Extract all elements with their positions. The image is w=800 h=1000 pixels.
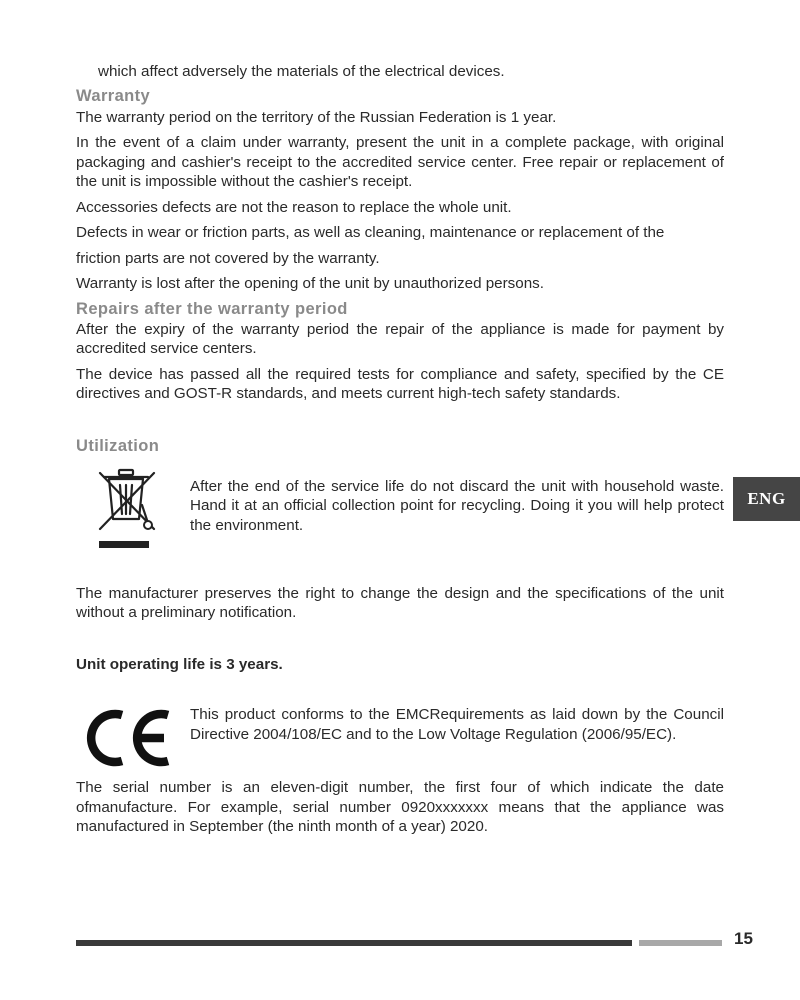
repairs-paragraph: After the expiry of the warranty period the repair of the appliance is made for payment by accredited service centers.	[76, 320, 724, 357]
crossed-bin-icon	[76, 465, 190, 560]
utilization-block	[76, 465, 724, 560]
page-number: 15	[734, 929, 753, 948]
ce-text: This product conforms to the EMCRequirements as laid down by the Council Directive 2004/108/EC and to the Low Voltage Regulation (2006/95/EC).	[190, 706, 724, 743]
warranty-paragraph: Defects in wear or friction parts, as well as cleaning, maintenance or replacement of the	[76, 224, 665, 241]
operating-life: Unit operating life is 3 years.	[76, 655, 283, 673]
warranty-paragraph: Warranty is lost after the opening of the unit by unauthorized persons.	[76, 275, 544, 292]
serial-note: The serial number is an eleven-digit number, the first four of which indicate the date ofmanufacture. For example, serial number 0920xxxxxxx means that the appliance was manufactured in September (the ninth month of a year) 2020.	[76, 779, 724, 835]
intro-text: which affect adversely the materials of the electrical devices.	[98, 63, 505, 80]
manufacturer-note: The manufacturer preserves the right to change the design and the specifications of the unit without a preliminary notification.	[76, 584, 724, 621]
language-tab: ENG	[733, 477, 800, 521]
warranty-paragraph: friction parts are not covered by the warranty.	[76, 249, 380, 267]
footer-bar-light	[639, 940, 722, 946]
utilization-heading: Utilization	[76, 436, 160, 455]
warranty-paragraph: Accessories defects are not the reason to replace the whole unit.	[76, 198, 512, 216]
warranty-paragraph: In the event of a claim under warranty, present the unit in a complete package, with original packaging and cashier's receipt to the accredited service center. Free repair or replacement of the unit is impossible without the cashier's receipt.	[76, 134, 724, 190]
manual-page	[76, 62, 724, 837]
ce-block	[76, 705, 724, 776]
warranty-paragraph: The warranty period on the territory of the Russian Federation is 1 year.	[76, 108, 557, 126]
warranty-heading: Warranty	[76, 86, 151, 105]
repairs-heading: Repairs after the warranty period	[76, 299, 348, 318]
utilization-text: After the end of the service life do not discard the unit with household waste. Hand it at an official collection point for recycling. Doing it you will help protect the environment.	[190, 477, 724, 534]
repairs-paragraph: The device has passed all the required tests for compliance and safety, specified by the CE directives and GOST-R standards, and meets current high-tech safety standards.	[76, 365, 724, 402]
ce-mark-icon	[76, 705, 190, 776]
footer-bar-dark	[76, 940, 632, 946]
